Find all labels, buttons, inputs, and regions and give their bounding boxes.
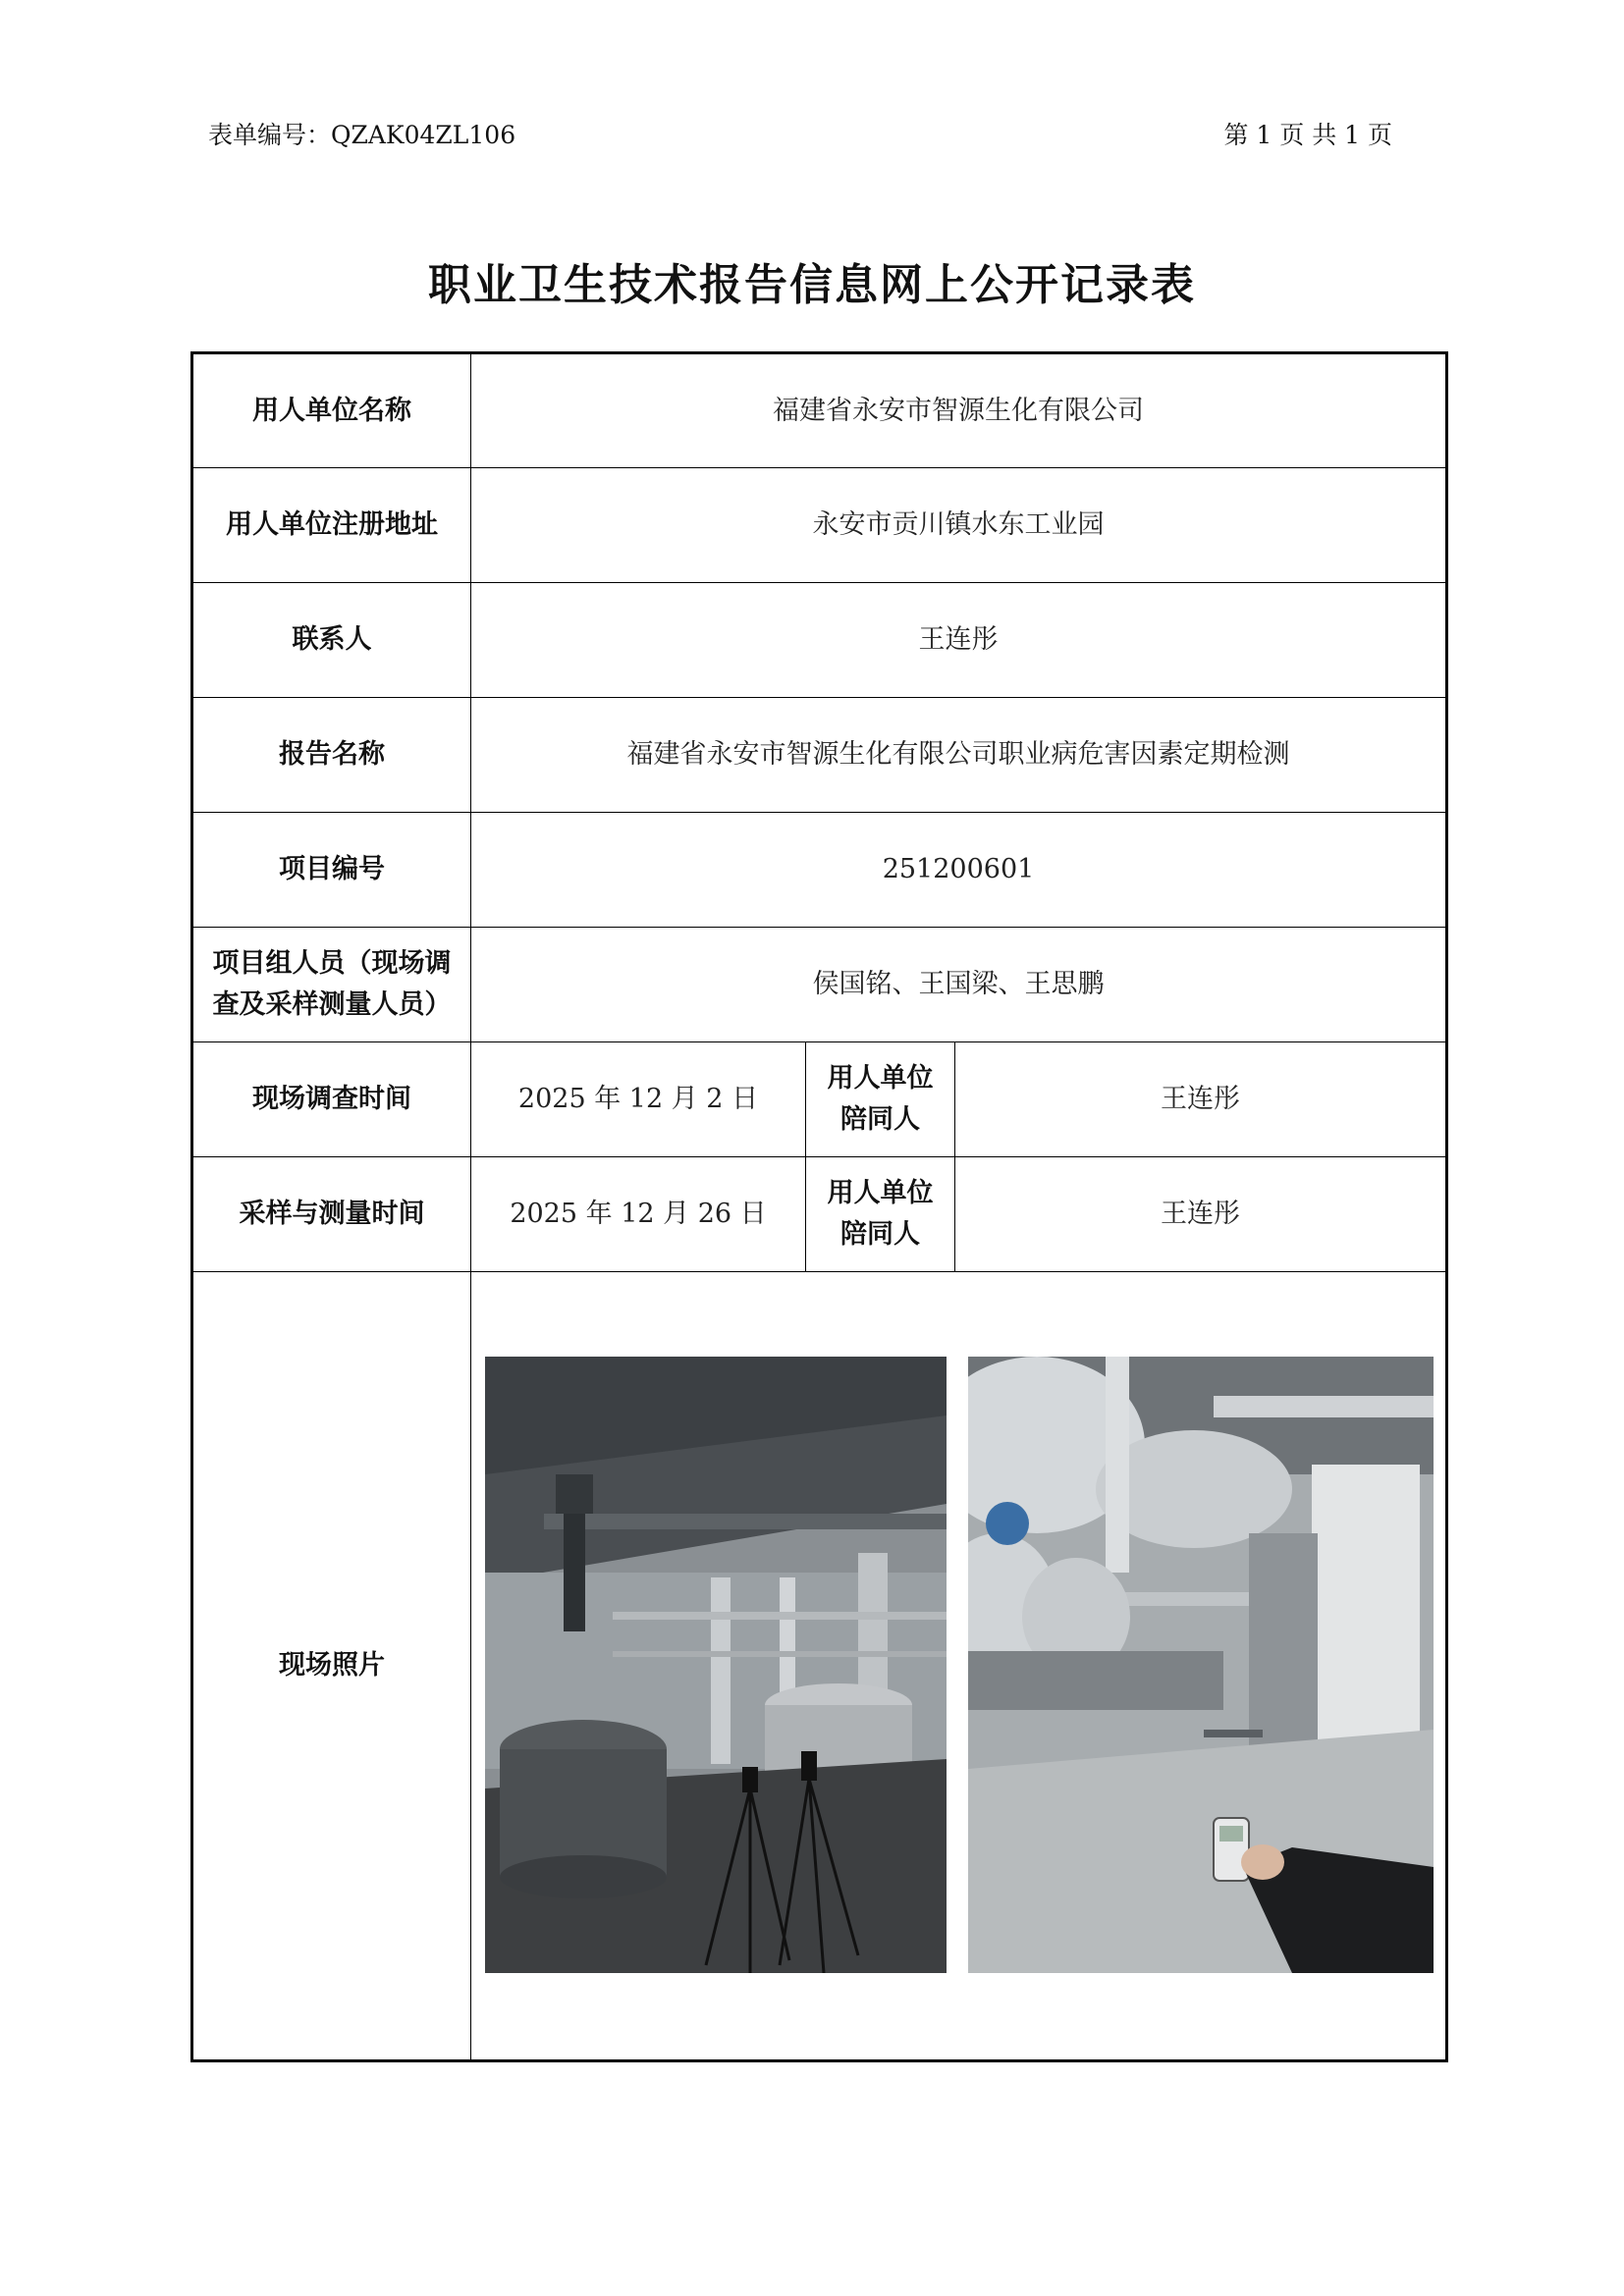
- address-label: 用人单位注册地址: [192, 468, 471, 583]
- survey-time-value: 2025 年 12 月 2 日: [471, 1042, 806, 1157]
- survey-escort-label: [806, 1042, 955, 1157]
- employer-name-value: 福建省永安市智源生化有限公司: [471, 353, 1447, 468]
- sampling-escort-label-line2: 陪同人: [840, 1219, 920, 1250]
- page-indicator: 第 1 页 共 1 页: [1223, 121, 1392, 149]
- contact-label: 联系人: [192, 583, 471, 698]
- survey-escort-label-line2: 陪同人: [840, 1104, 920, 1135]
- sampling-escort-label-line1: 用人单位: [827, 1178, 934, 1208]
- sampling-escort-label: [806, 1157, 955, 1272]
- team-members-label-line2: 查及采样测量人员）: [212, 989, 452, 1020]
- row-address: [192, 468, 1447, 583]
- row-employer-name: [192, 353, 1447, 468]
- team-members-label-line1: 项目组人员（现场调: [212, 948, 452, 979]
- form-number: 表单编号：QZAK04ZL106: [208, 121, 516, 149]
- survey-time-label: 现场调查时间: [192, 1042, 471, 1157]
- row-report-name: [192, 698, 1447, 813]
- row-contact: [192, 583, 1447, 698]
- row-survey-time: [192, 1042, 1447, 1157]
- sampling-escort-value: 王连彤: [955, 1157, 1447, 1272]
- report-name-label: 报告名称: [192, 698, 471, 813]
- project-number-label: 项目编号: [192, 813, 471, 928]
- address-value: 永安市贡川镇水东工业园: [471, 468, 1447, 583]
- row-team-members: [192, 928, 1447, 1042]
- team-members-value: 侯国铭、王国梁、王思鹏: [471, 928, 1447, 1042]
- team-members-label: [192, 928, 471, 1042]
- record-table: [190, 351, 1448, 2062]
- employer-name-label: 用人单位名称: [192, 353, 471, 468]
- sampling-time-value: 2025 年 12 月 26 日: [471, 1157, 806, 1272]
- site-photo-reactor: [485, 1357, 947, 1973]
- site-photos-label: 现场照片: [192, 1272, 471, 2061]
- page-title: 职业卫生技术报告信息网上公开记录表: [428, 260, 1196, 310]
- row-sampling-time: [192, 1157, 1447, 1272]
- row-site-photos: [192, 1272, 1447, 2061]
- survey-escort-label-line1: 用人单位: [827, 1063, 934, 1094]
- project-number-value: 251200601: [471, 813, 1447, 928]
- site-photo-pipe-gallery: [968, 1357, 1434, 1973]
- report-name-value: 福建省永安市智源生化有限公司职业病危害因素定期检测: [471, 698, 1447, 813]
- site-photos-cell: [471, 1272, 1447, 2061]
- row-project-number: [192, 813, 1447, 928]
- sampling-time-label: 采样与测量时间: [192, 1157, 471, 1272]
- survey-escort-value: 王连彤: [955, 1042, 1447, 1157]
- contact-value: 王连彤: [471, 583, 1447, 698]
